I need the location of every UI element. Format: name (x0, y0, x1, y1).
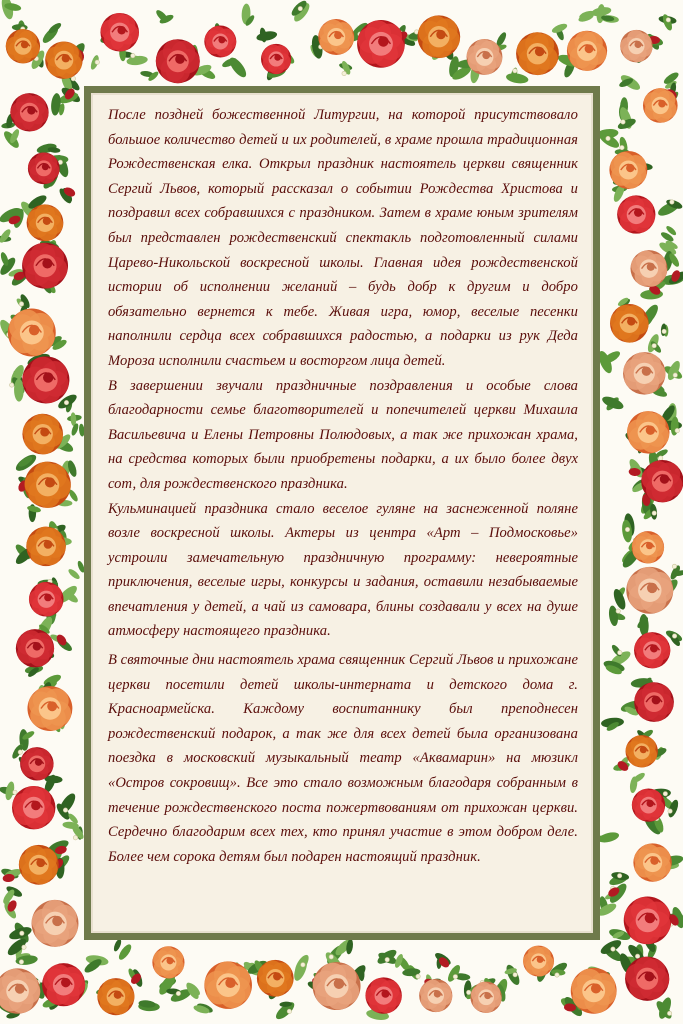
rose-icon (0, 968, 40, 1013)
blossom-icon (513, 69, 517, 73)
paragraph-festivities: Кульминацией праздника стало веселое гуляне на заснеженной поляне возле воскресной школы. Актеры из центра «Арт – Подмосковье» устроили замечательную праздничную программу: невероятные приключения, веселые игры, конкурсы и задания, оставили незабываемые впечатления у детей, а чай из самовара, блины создавали у всех на душе атмосферу настоящего праздника. (108, 500, 578, 640)
leaf-icon (112, 938, 122, 952)
blossom-icon (662, 329, 666, 333)
blossom-icon (635, 954, 639, 958)
rose-icon (26, 527, 66, 567)
blossom-icon (416, 974, 420, 978)
rose-icon (609, 151, 647, 189)
blossom-icon (19, 960, 23, 964)
leaf-icon (70, 423, 80, 437)
rose-icon (571, 968, 617, 1014)
blossom-icon (658, 456, 662, 460)
blossom-icon (616, 609, 620, 613)
rose-icon (634, 632, 670, 668)
blossom-icon (176, 991, 180, 995)
rose-icon (620, 30, 652, 62)
rose-icon (417, 15, 460, 58)
rose-icon (634, 682, 674, 722)
blossom-icon (666, 18, 670, 22)
blossom-icon (64, 400, 68, 404)
leaf-icon (505, 72, 529, 85)
rose-icon (632, 531, 664, 563)
blossom-icon (618, 650, 622, 654)
text-panel (91, 93, 593, 933)
rose-icon (318, 19, 354, 55)
rose-icon (627, 411, 670, 454)
rose-icon (10, 93, 48, 131)
rose-icon (6, 29, 40, 63)
rose-icon (365, 977, 401, 1013)
rose-icon (42, 963, 85, 1006)
blossom-icon (625, 527, 629, 531)
leaf-icon (608, 605, 619, 627)
leaf-icon (597, 830, 620, 844)
rose-icon (626, 735, 658, 767)
blossom-icon (342, 71, 346, 75)
rose-icon (419, 979, 452, 1012)
rose-icon (8, 309, 56, 357)
rose-icon (19, 845, 59, 885)
rose-icon (632, 788, 665, 821)
rose-icon (156, 39, 200, 83)
blossom-icon (329, 955, 333, 959)
rose-icon (152, 946, 184, 978)
rose-icon (470, 982, 501, 1013)
blossom-icon (466, 990, 470, 994)
blossom-icon (13, 790, 17, 794)
blossom-icon (20, 931, 24, 935)
rose-icon (27, 686, 72, 731)
blossom-icon (385, 957, 389, 961)
rose-icon (625, 957, 669, 1001)
rose-icon (100, 13, 139, 52)
paragraph-thanks: В завершении звучали праздничные поздравления и особые слова благодарности семье благотворителей и попечителей церкви Михаила Васильевича и Елены Петровны Полюдовых, а так же прихожан храма, на средства которых были приобретены подарки, а их было более двух сот, для рождественского праздника. (108, 377, 578, 492)
blossom-icon (620, 145, 624, 149)
text-panel-frame (84, 86, 600, 940)
rose-icon (22, 243, 68, 289)
rose-icon (567, 31, 607, 71)
blossom-icon (673, 373, 677, 377)
rose-icon (29, 582, 64, 617)
rose-icon (313, 962, 361, 1010)
blossom-icon (617, 874, 621, 878)
rose-icon (27, 204, 64, 241)
rose-icon (204, 26, 236, 58)
rose-icon (97, 978, 134, 1015)
rose-icon (630, 250, 667, 287)
leaf-icon (600, 394, 625, 412)
blossom-icon (668, 809, 672, 813)
rose-icon (516, 32, 559, 75)
rose-icon (32, 900, 79, 947)
blossom-icon (19, 302, 23, 306)
blossom-icon (672, 564, 676, 568)
blossom-icon (18, 750, 22, 754)
paragraph-christmastide: В святочные дни настоятель храма священник Сергий Львов и прихожане церкви посетили детей школы-интерната и детского дома г. Красноармейска. Каждому воспитаннику был преподнесен рождественский подарок, а так же для всех детей была организована поездка в московский музыкальный театр «Аквамарин» на мюзикл «Остров сокровищ». Все это стало возможным благодаря собранным в течение рождественского поста пожертвованиям от прихожан церкви. Сердечно благодарим всех тех, кто принял участие в этом добром деле. Более чем сорока детям был подарен настоящий праздник. (108, 652, 578, 865)
rose-icon (617, 195, 655, 233)
blossom-icon (73, 836, 77, 840)
leaf-icon (227, 55, 249, 80)
blossom-icon (453, 974, 457, 978)
rose-icon (641, 460, 683, 502)
blossom-icon (621, 120, 625, 124)
blossom-icon (513, 973, 517, 977)
blossom-icon (606, 136, 610, 140)
rose-icon (20, 747, 53, 780)
blossom-icon (22, 945, 26, 949)
rose-icon (16, 629, 54, 667)
rose-icon (12, 786, 55, 829)
rose-icon (45, 41, 82, 78)
rose-icon (22, 414, 63, 455)
rose-icon (204, 961, 252, 1009)
rose-icon (610, 304, 649, 343)
rose-icon (25, 462, 71, 508)
blossom-icon (301, 963, 305, 967)
rose-icon (28, 152, 60, 184)
rose-icon (623, 352, 665, 394)
blossom-icon (298, 6, 302, 10)
rose-icon (261, 44, 291, 74)
blossom-icon (670, 200, 674, 204)
blossom-icon (667, 1011, 671, 1015)
blossom-icon (663, 792, 667, 796)
blossom-icon (95, 60, 99, 64)
blossom-icon (652, 344, 656, 348)
rose-icon (357, 20, 405, 68)
rose-icon (523, 946, 554, 977)
rose-icon (626, 567, 673, 614)
rose-icon (624, 897, 672, 945)
blossom-icon (611, 947, 615, 951)
blossom-icon (131, 53, 135, 57)
blossom-icon (287, 1009, 291, 1013)
rose-icon (257, 960, 294, 997)
leaf-icon (67, 567, 81, 580)
rose-icon (643, 88, 678, 123)
blossom-icon (555, 973, 559, 977)
leaf-icon (256, 30, 278, 43)
rose-icon (467, 39, 503, 75)
blossom-icon (10, 383, 14, 387)
blossom-icon (672, 634, 676, 638)
blossom-icon (63, 808, 67, 812)
rose-icon (633, 843, 671, 881)
blossom-icon (675, 428, 679, 432)
rose-icon (22, 356, 69, 403)
blossom-icon (652, 511, 656, 515)
paragraph-liturgy: После поздней божественной Литургии, на которой присутствовало большое количество детей и их родителей, в храме прошла традиционная Рождественская елка. Открыл праздник настоятель церкви священник Сергий Львов, который рассказал о событии Рождества Христова и поздравил всех собравшихся с праздником. Затем в храме юным зрителям был представлен рождественский спектакль подготовленный силами Царево-Никольской воскресной школы. Главная идея рождественской истории об исполнении желаний – будь добр к другим и добро обязательно вернется к тебе. Живая игра, юмор, веселые песенки наполнили сердца всех собравшихся радостью, а подарки из рук Деда Мороза исполнили счастьем и восторгом лица детей. (108, 107, 578, 369)
